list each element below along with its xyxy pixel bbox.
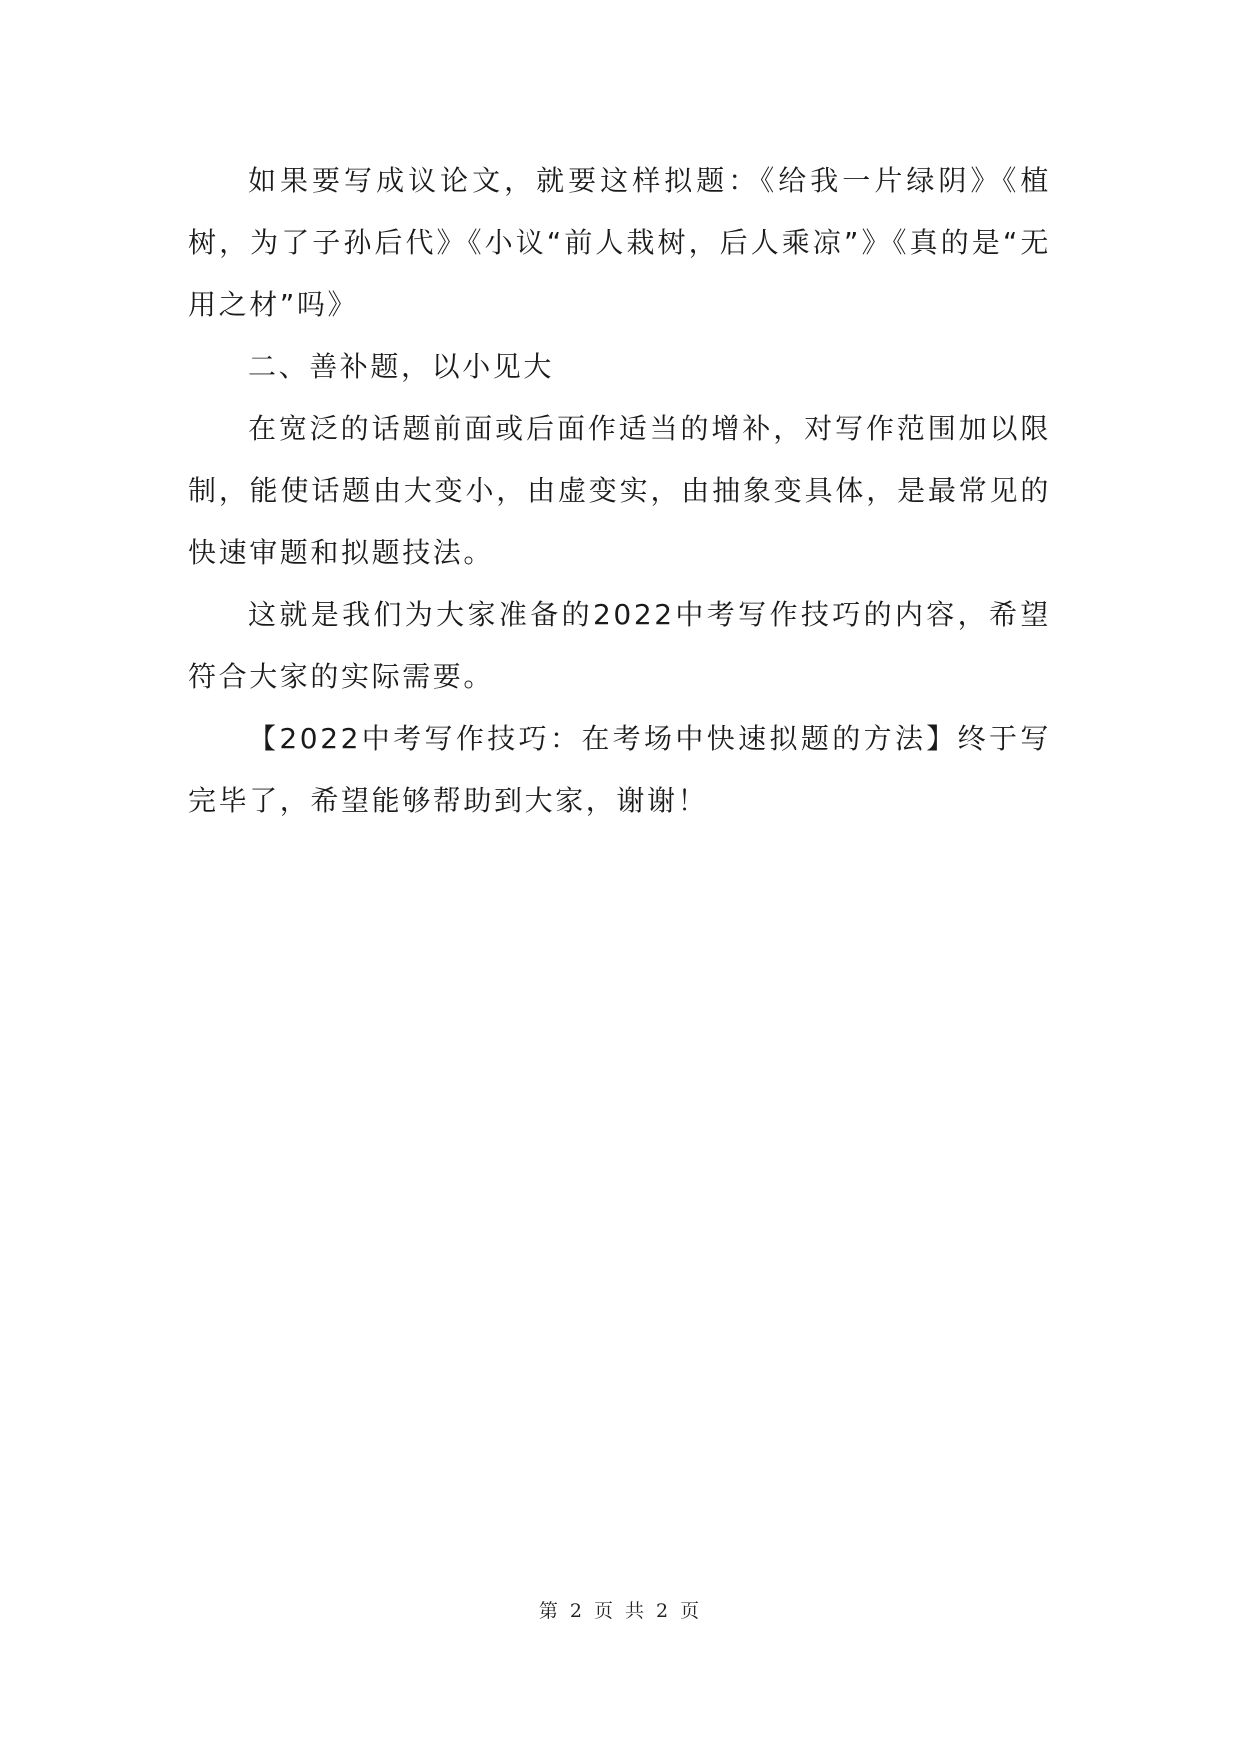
paragraph-closing: 【2022中考写作技巧：在考场中快速拟题的方法】终于写完毕了，希望能够帮助到大家，谢谢！ [188, 722, 1051, 817]
section-heading-supplement: 二、善补题，以小见大 [248, 350, 555, 383]
paragraph-summary: 这就是我们为大家准备的2022中考写作技巧的内容，希望符合大家的实际需要。 [188, 598, 1051, 693]
page-number-footer: 第 2 页 共 2 页 [538, 1600, 703, 1622]
paragraph-argumentative-titles: 如果要写成议论文，就要这样拟题：《给我一片绿阴》《植树，为了子孙后代》《小议“前人栽树，后人乘凉”》《真的是“无用之材”吗》 [188, 164, 1051, 321]
paragraph-supplement-technique: 在宽泛的话题前面或后面作适当的增补，对写作范围加以限制，能使话题由大变小，由虚变实，由抽象变具体，是最常见的快速审题和拟题技法。 [188, 412, 1051, 569]
document-body [188, 150, 1051, 832]
